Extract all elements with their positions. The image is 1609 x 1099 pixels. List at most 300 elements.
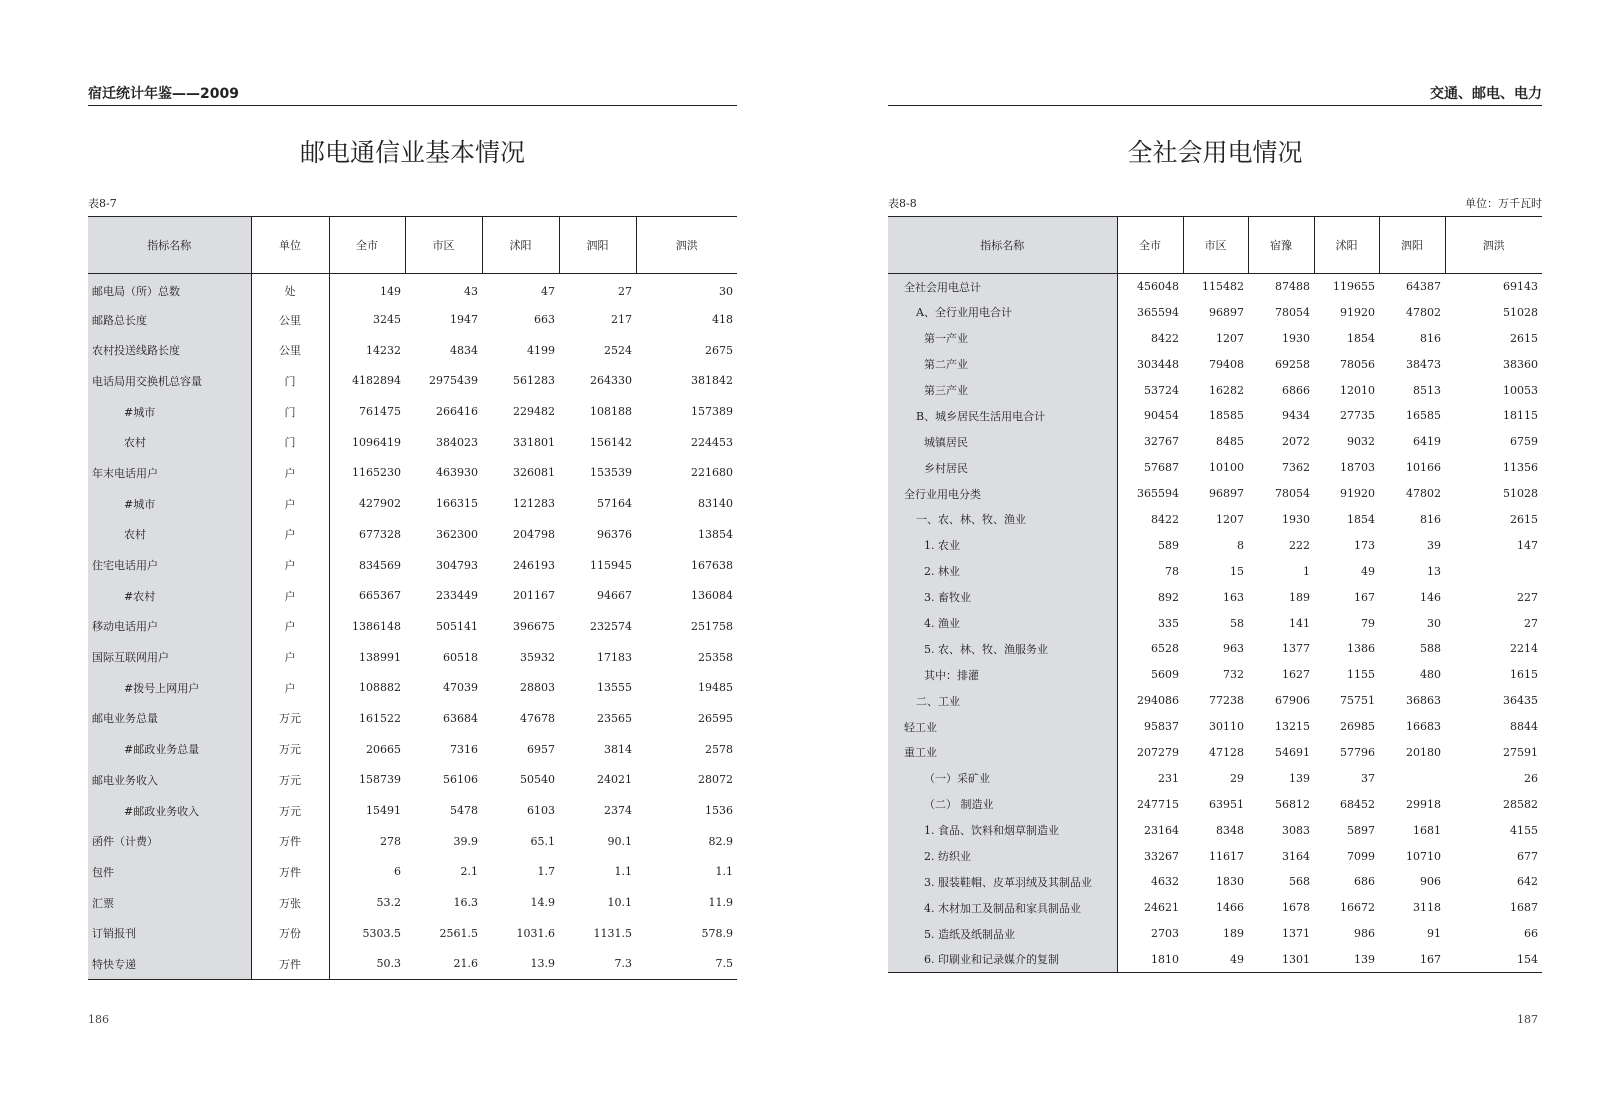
table-cell: 173 xyxy=(1354,538,1375,552)
table-cell: 63684 xyxy=(443,711,478,725)
table-row xyxy=(88,949,737,980)
table-cell: 2561.5 xyxy=(439,926,478,940)
table-cell: 28582 xyxy=(1503,797,1538,811)
table-cell: 75751 xyxy=(1340,694,1375,708)
table-cell: 396675 xyxy=(513,619,555,633)
table-cell: 47678 xyxy=(520,711,555,725)
table-row xyxy=(88,519,737,550)
row-unit: 处 xyxy=(251,274,329,305)
row-unit: 公里 xyxy=(251,304,329,335)
table-cell: 7099 xyxy=(1347,849,1375,863)
table-cell: 119655 xyxy=(1333,280,1375,294)
table-cell: 27 xyxy=(618,284,632,298)
column-header: 宿豫 xyxy=(1248,217,1314,274)
table-cell: 11.9 xyxy=(708,896,733,910)
row-unit: 万元 xyxy=(251,795,329,826)
table-cell: 335 xyxy=(1158,616,1179,630)
table-cell: 246193 xyxy=(513,558,555,572)
row-label: #城市 xyxy=(88,488,251,519)
table-row xyxy=(88,550,737,581)
table-cell xyxy=(1445,558,1542,584)
row-unit: 户 xyxy=(251,550,329,581)
table-cell: 963 xyxy=(1223,642,1244,656)
table-cell: 24621 xyxy=(1144,901,1179,915)
table-cell: 36863 xyxy=(1406,694,1441,708)
table-cell: 189 xyxy=(1289,590,1310,604)
table-row xyxy=(88,672,737,703)
row-unit: 门 xyxy=(251,427,329,458)
row-label: 4. 木材加工及制品和家具制品业 xyxy=(888,895,1117,921)
table-cell: 16672 xyxy=(1340,901,1375,915)
row-unit: 万件 xyxy=(251,857,329,888)
row-label: 函件（计费） xyxy=(88,826,251,857)
table-cell: 82.9 xyxy=(708,834,733,848)
table-cell: 10.1 xyxy=(607,896,632,910)
table-cell: 1386148 xyxy=(352,619,401,633)
table-cell: 115482 xyxy=(1202,280,1244,294)
table-cell: 10100 xyxy=(1209,461,1244,475)
row-label: （二） 制造业 xyxy=(888,791,1117,817)
table-cell: 7316 xyxy=(450,742,478,756)
table-row xyxy=(88,488,737,519)
table-cell: 589 xyxy=(1158,538,1179,552)
row-unit: 户 xyxy=(251,580,329,611)
row-label: 第三产业 xyxy=(888,377,1117,403)
table-cell: 50540 xyxy=(520,773,555,787)
table-row xyxy=(88,304,737,335)
table-cell: 5303.5 xyxy=(362,926,401,940)
table-cell: 3083 xyxy=(1282,823,1310,837)
table-cell: 986 xyxy=(1354,927,1375,941)
row-label: 6. 印刷业和记录媒介的复制 xyxy=(888,947,1117,973)
table-cell: 10710 xyxy=(1406,849,1441,863)
table-cell: 6866 xyxy=(1282,383,1310,397)
column-header: 沭阳 xyxy=(482,217,559,274)
table-cell: 427902 xyxy=(359,497,401,511)
table-cell: 10053 xyxy=(1503,383,1538,397)
table-cell: 19485 xyxy=(698,681,733,695)
column-header: 单位 xyxy=(251,217,329,274)
column-header: 全市 xyxy=(1117,217,1183,274)
table-cell: 14232 xyxy=(366,343,401,357)
table-cell: 60518 xyxy=(443,650,478,664)
table-cell: 247715 xyxy=(1137,797,1179,811)
row-label: 3. 畜牧业 xyxy=(888,584,1117,610)
table-cell: 1301 xyxy=(1282,952,1310,966)
table-row xyxy=(888,299,1542,325)
table-cell: 232574 xyxy=(590,619,632,633)
table-cell: 1930 xyxy=(1282,331,1310,345)
table-cell: 1830 xyxy=(1216,875,1244,889)
table-cell: 90454 xyxy=(1144,409,1179,423)
table-cell: 96897 xyxy=(1209,487,1244,501)
row-label: 全行业用电分类 xyxy=(888,481,1117,507)
table-cell: 153539 xyxy=(590,466,632,480)
table-cell: 149 xyxy=(380,284,401,298)
table-row xyxy=(888,325,1542,351)
table-cell: 1466 xyxy=(1216,901,1244,915)
table-cell: 1096419 xyxy=(352,435,401,449)
column-header: 全市 xyxy=(329,217,405,274)
table-row xyxy=(88,734,737,765)
row-label: 4. 渔业 xyxy=(888,610,1117,636)
table-cell: 63951 xyxy=(1209,797,1244,811)
table-cell: 13555 xyxy=(597,681,632,695)
column-header: 指标名称 xyxy=(888,217,1117,274)
table-cell: 91 xyxy=(1427,927,1441,941)
table-cell: 1615 xyxy=(1510,668,1538,682)
table-cell: 78054 xyxy=(1275,487,1310,501)
row-label: 国际互联网用户 xyxy=(88,642,251,673)
table-cell: 5609 xyxy=(1151,668,1179,682)
table-cell: 158739 xyxy=(359,773,401,787)
row-unit: 万元 xyxy=(251,765,329,796)
row-label: 二、工业 xyxy=(888,688,1117,714)
table-row xyxy=(888,714,1542,740)
row-unit: 万元 xyxy=(251,734,329,765)
table-cell: 8844 xyxy=(1510,720,1538,734)
row-label: 轻工业 xyxy=(888,714,1117,740)
row-unit: 万份 xyxy=(251,918,329,949)
table-cell: 3814 xyxy=(604,742,632,756)
table-row xyxy=(888,947,1542,973)
table-cell: 1207 xyxy=(1216,331,1244,345)
table-cell: 1930 xyxy=(1282,512,1310,526)
table-number: 表8-8 xyxy=(888,197,917,210)
table-cell: 505141 xyxy=(436,619,478,633)
table-header-row xyxy=(88,217,737,274)
table-cell: 1810 xyxy=(1151,952,1179,966)
table-cell: 4632 xyxy=(1151,875,1179,889)
table-row xyxy=(88,335,737,366)
table-cell: 66 xyxy=(1524,927,1538,941)
row-label: #农村 xyxy=(88,580,251,611)
table-cell: 29 xyxy=(1230,771,1244,785)
table-row xyxy=(88,642,737,673)
table-cell: 18115 xyxy=(1503,409,1538,423)
table-cell: 384023 xyxy=(436,435,478,449)
table-row xyxy=(88,918,737,949)
table-row xyxy=(88,857,737,888)
table-cell: 1155 xyxy=(1347,668,1375,682)
table-cell: 15491 xyxy=(366,804,401,818)
row-label: 3. 服装鞋帽、皮革羽绒及其制品业 xyxy=(888,869,1117,895)
table-row xyxy=(888,895,1542,921)
table-cell: 13.9 xyxy=(530,957,555,971)
table-cell: 294086 xyxy=(1137,694,1179,708)
table-cell: 154 xyxy=(1517,952,1538,966)
table-cell: 13 xyxy=(1427,564,1441,578)
table-cell: 17183 xyxy=(597,650,632,664)
table-cell: 2578 xyxy=(705,742,733,756)
row-label: 5. 农、林、牧、渔服务业 xyxy=(888,636,1117,662)
table-cell: 278 xyxy=(380,834,401,848)
row-label: 重工业 xyxy=(888,740,1117,766)
row-label: （一）采矿业 xyxy=(888,765,1117,791)
table-cell: 26 xyxy=(1524,771,1538,785)
table-cell: 51028 xyxy=(1503,305,1538,319)
table-cell: 251758 xyxy=(691,619,733,633)
column-header: 市区 xyxy=(405,217,482,274)
table-cell: 38360 xyxy=(1503,357,1538,371)
table-cell: 463930 xyxy=(436,466,478,480)
table-cell: 229482 xyxy=(513,405,555,419)
table-cell: 8485 xyxy=(1216,435,1244,449)
row-unit: 户 xyxy=(251,611,329,642)
table-row xyxy=(888,584,1542,610)
table-cell: 1627 xyxy=(1282,668,1310,682)
table-cell: 2374 xyxy=(604,804,632,818)
table-cell: 227 xyxy=(1517,590,1538,604)
table-row xyxy=(888,532,1542,558)
table-cell: 83140 xyxy=(698,497,733,511)
table-row xyxy=(88,795,737,826)
column-header: 泗阳 xyxy=(559,217,636,274)
table-cell: 2615 xyxy=(1510,512,1538,526)
table-row xyxy=(888,843,1542,869)
right-page xyxy=(804,0,1609,1099)
table-cell: 53724 xyxy=(1144,383,1179,397)
row-label: #邮政业务总量 xyxy=(88,734,251,765)
table-row xyxy=(888,610,1542,636)
table-cell: 51028 xyxy=(1503,487,1538,501)
row-unit: 户 xyxy=(251,672,329,703)
table-cell: 1681 xyxy=(1413,823,1441,837)
table-cell: 96376 xyxy=(597,527,632,541)
row-label: 邮路总长度 xyxy=(88,304,251,335)
table-cell: 816 xyxy=(1420,512,1441,526)
table-cell: 58 xyxy=(1230,616,1244,630)
table-cell: 156142 xyxy=(590,435,632,449)
row-unit: 公里 xyxy=(251,335,329,366)
table-row xyxy=(888,403,1542,429)
table-cell: 231 xyxy=(1158,771,1179,785)
table-cell: 365594 xyxy=(1137,487,1179,501)
table-cell: 222 xyxy=(1289,538,1310,552)
table-cell: 12010 xyxy=(1340,383,1375,397)
left-page xyxy=(0,0,804,1099)
table-cell: 157389 xyxy=(691,405,733,419)
table-cell: 35932 xyxy=(520,650,555,664)
table-cell: 2.1 xyxy=(460,865,478,879)
table-cell: 21.6 xyxy=(453,957,478,971)
table-cell: 47802 xyxy=(1406,305,1441,319)
table-cell: 90.1 xyxy=(607,834,632,848)
row-label: #城市 xyxy=(88,396,251,427)
table-cell: 8 xyxy=(1237,538,1244,552)
table-cell: 38473 xyxy=(1406,357,1441,371)
table-row xyxy=(88,366,737,397)
table-cell: 11617 xyxy=(1209,849,1244,863)
table-cell: 7.5 xyxy=(715,957,733,971)
table-cell: 20180 xyxy=(1406,745,1441,759)
table-cell: 264330 xyxy=(590,374,632,388)
table-row xyxy=(888,817,1542,843)
row-label: 农村投送线路长度 xyxy=(88,335,251,366)
row-label: B、城乡居民生活用电合计 xyxy=(888,403,1117,429)
table-cell: 138991 xyxy=(359,650,401,664)
table-cell: 2975439 xyxy=(429,374,478,388)
table-cell: 166315 xyxy=(436,497,478,511)
table-cell: 36435 xyxy=(1503,694,1538,708)
table-cell: 161522 xyxy=(359,711,401,725)
table-row xyxy=(888,455,1542,481)
table-cell: 96897 xyxy=(1209,305,1244,319)
table-cell: 30 xyxy=(1427,616,1441,630)
table-header-row xyxy=(888,217,1542,274)
table-cell: 47039 xyxy=(443,681,478,695)
table-cell: 167 xyxy=(1354,590,1375,604)
row-label: 城镇居民 xyxy=(888,429,1117,455)
table-cell: 7362 xyxy=(1282,461,1310,475)
row-label: 邮电业务收入 xyxy=(88,765,251,796)
row-label: 一、农、林、牧、渔业 xyxy=(888,507,1117,533)
table-row xyxy=(88,826,737,857)
column-header: 泗洪 xyxy=(1445,217,1542,274)
table-cell: 78056 xyxy=(1340,357,1375,371)
table-cell: 79 xyxy=(1361,616,1375,630)
table-cell: 3245 xyxy=(373,313,401,327)
table-cell: 1.7 xyxy=(537,865,555,879)
table-cell: 642 xyxy=(1517,875,1538,889)
table-cell: 108882 xyxy=(359,681,401,695)
table-cell: 207279 xyxy=(1137,745,1179,759)
running-head-left: 宿迁统计年鉴——2009 xyxy=(88,86,737,106)
table-cell: 77238 xyxy=(1209,694,1244,708)
table-cell: 1854 xyxy=(1347,512,1375,526)
table-row xyxy=(888,921,1542,947)
table-row xyxy=(88,611,737,642)
table-cell: 1165230 xyxy=(352,466,401,480)
row-label: 住宅电话用户 xyxy=(88,550,251,581)
row-unit: 户 xyxy=(251,488,329,519)
table-cell: 1386 xyxy=(1347,642,1375,656)
table-cell: 139 xyxy=(1289,771,1310,785)
table-cell: 139 xyxy=(1354,952,1375,966)
table-cell: 78054 xyxy=(1275,305,1310,319)
row-label: 特快专递 xyxy=(88,949,251,980)
table-cell: 588 xyxy=(1420,642,1441,656)
table-cell: 8422 xyxy=(1151,512,1179,526)
table-cell: 47128 xyxy=(1209,745,1244,759)
table-cell: 1536 xyxy=(705,804,733,818)
table-cell: 5897 xyxy=(1347,823,1375,837)
table-cell: 1371 xyxy=(1282,927,1310,941)
table-cell: 892 xyxy=(1158,590,1179,604)
table-cell: 57687 xyxy=(1144,461,1179,475)
row-label: 移动电话用户 xyxy=(88,611,251,642)
table-cell: 20665 xyxy=(366,742,401,756)
table-cell: 224453 xyxy=(691,435,733,449)
table-cell: 115945 xyxy=(590,558,632,572)
table-cell: 2072 xyxy=(1282,435,1310,449)
table-cell: 304793 xyxy=(436,558,478,572)
table-cell: 167638 xyxy=(691,558,733,572)
table-row xyxy=(888,636,1542,662)
table-cell: 189 xyxy=(1223,927,1244,941)
column-header: 泗洪 xyxy=(636,217,737,274)
table-cell: 578.9 xyxy=(701,926,733,940)
table-cell: 94667 xyxy=(597,589,632,603)
table-cell: 365594 xyxy=(1137,305,1179,319)
table-cell: 10166 xyxy=(1406,461,1441,475)
table-row xyxy=(88,427,737,458)
table-cell: 26985 xyxy=(1340,720,1375,734)
table-cell: 303448 xyxy=(1137,357,1179,371)
table-row xyxy=(888,869,1542,895)
table-cell: 15 xyxy=(1230,564,1244,578)
row-label: 2. 纺织业 xyxy=(888,843,1117,869)
table-cell: 1678 xyxy=(1282,901,1310,915)
table-row xyxy=(888,507,1542,533)
table-cell: 1854 xyxy=(1347,331,1375,345)
table-cell: 6 xyxy=(394,865,401,879)
table-cell: 91920 xyxy=(1340,305,1375,319)
page-title-right: 全社会用电情况 xyxy=(1127,138,1303,167)
table-cell: 57164 xyxy=(597,497,632,511)
row-unit: 门 xyxy=(251,396,329,427)
table-cell: 16683 xyxy=(1406,720,1441,734)
table-cell: 816 xyxy=(1420,331,1441,345)
column-header: 泗阳 xyxy=(1379,217,1445,274)
row-label: 汇票 xyxy=(88,887,251,918)
table-cell: 136084 xyxy=(691,589,733,603)
table-cell: 677328 xyxy=(359,527,401,541)
table-cell: 4834 xyxy=(450,343,478,357)
table-cell: 8348 xyxy=(1216,823,1244,837)
table-row xyxy=(888,765,1542,791)
table-cell: 68452 xyxy=(1340,797,1375,811)
table-meta-left xyxy=(88,195,737,211)
table-cell: 456048 xyxy=(1137,280,1179,294)
table-cell: 78 xyxy=(1165,564,1179,578)
row-label: 邮电局（所）总数 xyxy=(88,274,251,305)
table-cell: 732 xyxy=(1223,668,1244,682)
row-unit: 户 xyxy=(251,519,329,550)
table-cell: 64387 xyxy=(1406,280,1441,294)
table-cell: 9434 xyxy=(1282,409,1310,423)
table-cell: 69258 xyxy=(1275,357,1310,371)
table-cell: 32767 xyxy=(1144,435,1179,449)
table-meta-right xyxy=(888,195,1542,211)
table-cell: 16282 xyxy=(1209,383,1244,397)
table-row xyxy=(88,458,737,489)
table-cell: 2524 xyxy=(604,343,632,357)
table-cell: 1031.6 xyxy=(516,926,555,940)
table-cell: 201167 xyxy=(513,589,555,603)
row-label: 第一产业 xyxy=(888,325,1117,351)
table-row xyxy=(888,688,1542,714)
table-cell: 95837 xyxy=(1144,720,1179,734)
table-row xyxy=(888,481,1542,507)
row-label: 其中：排灌 xyxy=(888,662,1117,688)
table-cell: 2615 xyxy=(1510,331,1538,345)
row-label: 1. 食品、饮料和烟草制造业 xyxy=(888,817,1117,843)
row-label: 第二产业 xyxy=(888,351,1117,377)
row-label: 农村 xyxy=(88,519,251,550)
table-cell: 50.3 xyxy=(376,957,401,971)
table-cell: 23565 xyxy=(597,711,632,725)
row-label: #邮政业务收入 xyxy=(88,795,251,826)
table-cell: 1207 xyxy=(1216,512,1244,526)
table-row xyxy=(88,765,737,796)
row-unit: 万件 xyxy=(251,826,329,857)
table-cell: 9032 xyxy=(1347,435,1375,449)
table-cell: 217 xyxy=(611,313,632,327)
row-unit: 万元 xyxy=(251,703,329,734)
row-label: A、全行业用电合计 xyxy=(888,299,1117,325)
table-cell: 4182894 xyxy=(352,374,401,388)
